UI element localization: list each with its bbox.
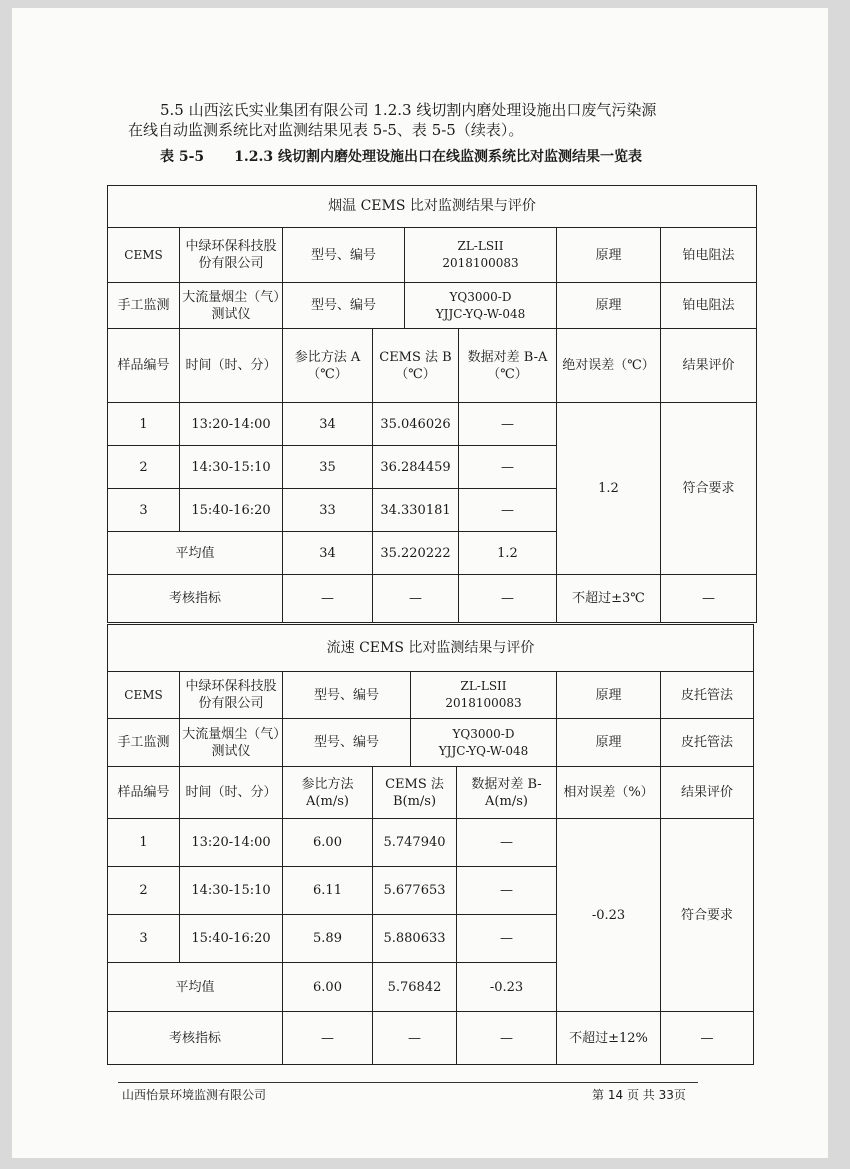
table2-index-error: 不超过±12% <box>557 1012 661 1065</box>
table2-cems-label: CEMS <box>108 672 180 719</box>
table1-cems-serial: 2018100083 <box>442 256 519 270</box>
table1-cems-principle-label: 原理 <box>557 228 661 283</box>
table1-title: 烟温 CEMS 比对监测结果与评价 <box>108 186 757 228</box>
table2-cems-vendor: 中绿环保科技股份有限公司 <box>180 672 283 719</box>
table2-avg-label: 平均值 <box>108 963 283 1012</box>
intro-line-1: 5.5 山西泫氏实业集团有限公司 1.2.3 线切割内磨处理设施出口废气污染源 <box>160 101 657 119</box>
table1-index-diff: — <box>459 575 557 623</box>
table1-cems-principle: 铂电阻法 <box>661 228 757 283</box>
table2-avg-b: 5.76842 <box>373 963 457 1012</box>
table1-header-a: 参比方法 A（℃） <box>283 329 373 403</box>
table1-row2-time: 14:30-15:10 <box>180 446 283 489</box>
table1-row1-a: 34 <box>283 403 373 446</box>
table2-index-eval: — <box>661 1012 754 1065</box>
table2-manual-model-label: 型号、编号 <box>283 719 411 767</box>
table2-manual-principle: 皮托管法 <box>661 719 754 767</box>
table1-header-b: CEMS 法 B（℃） <box>373 329 459 403</box>
table2-row1-diff: — <box>457 819 557 867</box>
table2-title: 流速 CEMS 比对监测结果与评价 <box>108 625 754 672</box>
table-row <box>108 819 754 867</box>
table1-cems-model: ZL-LSII <box>457 239 504 253</box>
table2-index-label: 考核指标 <box>108 1012 283 1065</box>
table1-manual-label: 手工监测 <box>108 283 180 329</box>
table2-manual-model: YQ3000-D <box>452 726 515 741</box>
table1-row3-time: 15:40-16:20 <box>180 489 283 532</box>
table1-index-b: — <box>373 575 459 623</box>
page-mid: 页 共 <box>626 1088 655 1102</box>
table1-evaluation: 符合要求 <box>661 403 757 575</box>
table2-manual-principle-label: 原理 <box>557 719 661 767</box>
table2-row3-time: 15:40-16:20 <box>180 915 283 963</box>
table2-evaluation: 符合要求 <box>661 819 754 1012</box>
table2-header-b: CEMS 法 B(m/s) <box>373 767 457 819</box>
table1-header-no: 样品编号 <box>108 329 180 403</box>
table2-header-diff: 数据对差 B-A(m/s) <box>457 767 557 819</box>
table2-header-no: 样品编号 <box>108 767 180 819</box>
table1-index-eval: — <box>661 575 757 623</box>
intro-paragraph <box>128 100 728 140</box>
table2-index-diff: — <box>457 1012 557 1065</box>
table2-index-a: — <box>283 1012 373 1065</box>
table2-row2-b: 5.677653 <box>373 867 457 915</box>
caption-number: 表 5-5 <box>160 149 205 165</box>
table2-avg-diff: -0.23 <box>457 963 557 1012</box>
table2-manual-label: 手工监测 <box>108 719 180 767</box>
table2-row1-no: 1 <box>108 819 180 867</box>
table1-header-error: 绝对误差（℃） <box>557 329 661 403</box>
table2-manual-instrument: 大流量烟尘（气）测试仪 <box>180 719 283 767</box>
table1-row1-time: 13:20-14:00 <box>180 403 283 446</box>
footer-page-number <box>592 1086 686 1103</box>
table1-manual-serial: YJJC-YQ-W-048 <box>435 306 526 321</box>
table2-row1-time: 13:20-14:00 <box>180 819 283 867</box>
table1-row2-no: 2 <box>108 446 180 489</box>
table1-avg-a: 34 <box>283 532 373 575</box>
table1-row1-no: 1 <box>108 403 180 446</box>
page-current: 14 <box>607 1088 624 1102</box>
table1-manual-principle-label: 原理 <box>557 283 661 329</box>
table2-error-value: -0.23 <box>557 819 661 1012</box>
velocity-table <box>107 624 754 1065</box>
table1-row1-b: 35.046026 <box>373 403 459 446</box>
table1-error-value: 1.2 <box>557 403 661 575</box>
table2-header-time: 时间（时、分） <box>180 767 283 819</box>
table2-cems-serial: 2018100083 <box>445 696 522 710</box>
table-row <box>108 403 757 446</box>
table1-manual-instrument: 大流量烟尘（气）测试仪 <box>180 283 283 329</box>
table2-row2-no: 2 <box>108 867 180 915</box>
table2-cems-model-label: 型号、编号 <box>283 672 411 719</box>
table1-header-time: 时间（时、分） <box>180 329 283 403</box>
table1-cems-model-label: 型号、编号 <box>283 228 405 283</box>
table2-header-a: 参比方法 A(m/s) <box>283 767 373 819</box>
table2-cems-model-cell <box>411 672 557 719</box>
table2-row1-b: 5.747940 <box>373 819 457 867</box>
table2-header-error: 相对误差（%） <box>557 767 661 819</box>
footer-divider <box>118 1082 698 1083</box>
table1-cems-label: CEMS <box>108 228 180 283</box>
table2-index-b: — <box>373 1012 457 1065</box>
table2-header-eval: 结果评价 <box>661 767 754 819</box>
table1-avg-diff: 1.2 <box>459 532 557 575</box>
table1-row2-a: 35 <box>283 446 373 489</box>
caption-text: 1.2.3 线切割内磨处理设施出口在线监测系统比对监测结果一览表 <box>234 149 643 165</box>
page-total: 33 <box>658 1088 674 1102</box>
table2-manual-model-cell <box>411 719 557 767</box>
page-prefix: 第 <box>592 1088 605 1102</box>
table1-row3-no: 3 <box>108 489 180 532</box>
table2-row3-no: 3 <box>108 915 180 963</box>
table1-manual-model: YQ3000-D <box>449 289 512 304</box>
table1-index-label: 考核指标 <box>108 575 283 623</box>
table2-manual-serial: YJJC-YQ-W-048 <box>438 743 529 758</box>
table2-cems-principle-label: 原理 <box>557 672 661 719</box>
table2-row2-diff: — <box>457 867 557 915</box>
table1-header-diff: 数据对差 B-A（℃） <box>459 329 557 403</box>
table-caption <box>160 146 642 166</box>
table2-row2-time: 14:30-15:10 <box>180 867 283 915</box>
table2-row2-a: 6.11 <box>283 867 373 915</box>
table1-row3-a: 33 <box>283 489 373 532</box>
table2-cems-principle: 皮托管法 <box>661 672 754 719</box>
table1-row2-diff: — <box>459 446 557 489</box>
table2-avg-a: 6.00 <box>283 963 373 1012</box>
table1-manual-model-cell <box>405 283 557 329</box>
table1-avg-b: 35.220222 <box>373 532 459 575</box>
table2-row3-diff: — <box>457 915 557 963</box>
table2-cems-model: ZL-LSII <box>460 679 507 693</box>
table1-row1-diff: — <box>459 403 557 446</box>
table1-cems-vendor: 中绿环保科技股份有限公司 <box>180 228 283 283</box>
table2-row3-a: 5.89 <box>283 915 373 963</box>
table2-row1-a: 6.00 <box>283 819 373 867</box>
intro-line-2: 在线自动监测系统比对监测结果见表 5-5、表 5-5（续表）。 <box>128 121 524 139</box>
table1-manual-principle: 铂电阻法 <box>661 283 757 329</box>
table1-index-error: 不超过±3℃ <box>557 575 661 623</box>
table2-row3-b: 5.880633 <box>373 915 457 963</box>
table1-index-a: — <box>283 575 373 623</box>
footer-company: 山西怡景环境监测有限公司 <box>122 1088 267 1102</box>
temperature-table <box>107 185 757 623</box>
page-suffix: 页 <box>673 1088 686 1102</box>
table1-manual-model-label: 型号、编号 <box>283 283 405 329</box>
table1-row2-b: 36.284459 <box>373 446 459 489</box>
table1-header-eval: 结果评价 <box>661 329 757 403</box>
table1-avg-label: 平均值 <box>108 532 283 575</box>
table1-cems-model-cell <box>405 228 557 283</box>
table1-row3-diff: — <box>459 489 557 532</box>
table1-row3-b: 34.330181 <box>373 489 459 532</box>
